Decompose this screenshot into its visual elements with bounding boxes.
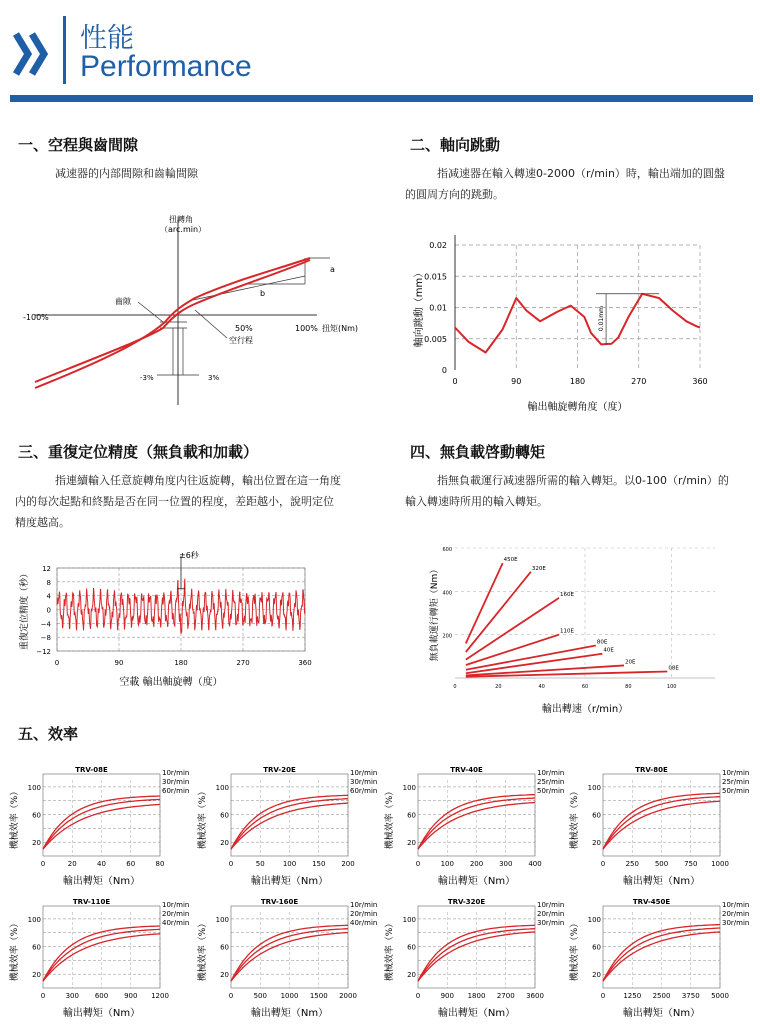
section-repeatability-desc-1: 指連續輸入任意旋轉角度内往返旋轉，輸出位置在這一角度 [55, 474, 341, 487]
efficiency-xlabel: 輸出轉矩（Nm） [437, 876, 516, 887]
efficiency-x-tick: 80 [155, 860, 165, 868]
b-label: b [260, 289, 266, 298]
efficiency-x-tick: 2700 [496, 992, 515, 1000]
efficiency-ylabel: 機械效率（%） [10, 786, 20, 850]
m3-label: -3% [140, 374, 154, 382]
torque-series-label: 320E [531, 565, 546, 572]
efficiency-y-tick: 100 [587, 915, 601, 924]
efficiency-x-tick: 500 [654, 860, 669, 868]
efficiency-y-tick: 100 [215, 915, 229, 924]
p100-label: 100% [295, 324, 318, 333]
efficiency-legend-label: 30r/min [537, 919, 565, 927]
efficiency-legend-label: 25r/min [537, 778, 565, 786]
repeat-annotation: ±6秒 [179, 551, 199, 560]
efficiency-x-tick: 0 [228, 992, 234, 1000]
efficiency-x-tick: 200 [469, 860, 484, 868]
section-repeatability-desc-2: 内的每次起點和終點是否在同一位置的程度，差距越小，說明定位 [15, 495, 334, 508]
efficiency-xlabel: 輸出轉矩（Nm） [437, 1008, 516, 1019]
torque-x-tick: 40 [538, 684, 545, 690]
efficiency-y-tick: 100 [215, 783, 229, 792]
efficiency-legend-label: 20r/min [162, 910, 190, 918]
efficiency-title: TRV-40E [450, 766, 483, 774]
section-repeatability-desc-3: 精度越高。 [15, 516, 70, 529]
runout-x-tick: 360 [692, 377, 708, 386]
efficiency-x-tick: 900 [124, 992, 138, 1000]
section-backlash-desc: 减速器的内部間隙和齒輪間隙 [55, 167, 198, 180]
efficiency-legend-label: 10r/min [162, 901, 190, 909]
runout-ylabel: 軸向跳動（mm） [414, 267, 425, 348]
torque-ylabel: 無負載運行轉矩（Nm） [430, 564, 440, 662]
efficiency-legend-label: 30r/min [162, 778, 190, 786]
runout-y-tick: 0.02 [429, 241, 447, 250]
section-runout-desc-2: 的圓周方向的跳動。 [405, 188, 504, 201]
efficiency-x-tick: 40 [97, 860, 106, 868]
efficiency-chart [5, 892, 195, 1024]
efficiency-legend-label: 10r/min [537, 769, 565, 777]
runout-chart [405, 210, 750, 415]
efficiency-x-tick: 2500 [652, 992, 671, 1000]
efficiency-legend-label: 20r/min [722, 910, 750, 918]
efficiency-x-tick: 1000 [711, 860, 729, 868]
efficiency-chart [565, 892, 755, 1024]
efficiency-xlabel: 輸出轉矩（Nm） [62, 876, 141, 887]
neg100-label: -100% [23, 313, 49, 322]
runout-x-tick: 90 [511, 377, 522, 386]
efficiency-y-tick: 100 [402, 783, 416, 792]
efficiency-ylabel: 機械效率（%） [570, 786, 580, 850]
torque-xlabel: 輸出轉速（r/min） [541, 704, 629, 715]
efficiency-legend-label: 10r/min [722, 901, 750, 909]
runout-y-tick: 0.005 [424, 334, 447, 344]
efficiency-xlabel: 輸出轉矩（Nm） [62, 1008, 141, 1019]
efficiency-x-tick: 1200 [151, 992, 169, 1000]
efficiency-xlabel: 輸出轉矩（Nm） [250, 1008, 329, 1019]
section-starting-torque-title: 四、無負載啓動轉矩 [410, 443, 546, 461]
repeat-x-tick: 0 [54, 659, 60, 667]
efficiency-title: TRV-160E [260, 898, 299, 906]
repeat-x-tick: 90 [114, 659, 124, 667]
lost-motion-label: 空行程 [229, 336, 253, 345]
efficiency-legend-label: 20r/min [350, 910, 378, 918]
efficiency-title: TRV-110E [72, 898, 111, 906]
efficiency-y-tick: 20 [407, 971, 416, 980]
header-divider [63, 16, 66, 84]
efficiency-chart [193, 760, 383, 892]
repeat-y-tick: −12 [36, 648, 51, 656]
torque-series-label: 160E [560, 591, 574, 598]
section-runout-title: 二、軸向跳動 [410, 136, 501, 154]
efficiency-y-tick: 20 [32, 839, 41, 848]
efficiency-x-tick: 300 [65, 992, 79, 1000]
efficiency-x-tick: 1800 [467, 992, 486, 1000]
section-repeatability-title: 三、重復定位精度（無負載和加載） [18, 443, 259, 461]
efficiency-title: TRV-320E [447, 898, 486, 906]
section-starting-torque-desc-2: 輸入轉速時所用的輸入轉矩。 [405, 495, 548, 508]
efficiency-y-tick: 60 [592, 811, 601, 820]
runout-y-tick: 0 [441, 366, 447, 375]
efficiency-x-tick: 0 [40, 860, 46, 868]
efficiency-x-tick: 100 [282, 860, 297, 868]
efficiency-x-tick: 0 [600, 992, 606, 1000]
efficiency-title: TRV-450E [632, 898, 671, 906]
repeatability-chart [15, 545, 370, 695]
efficiency-x-tick: 300 [499, 860, 513, 868]
efficiency-legend-label: 50r/min [722, 787, 750, 795]
efficiency-x-tick: 3600 [526, 992, 544, 1000]
repeat-y-tick: 0 [46, 606, 51, 615]
efficiency-x-tick: 1000 [280, 992, 299, 1000]
torque-x-tick: 20 [495, 684, 502, 690]
efficiency-ylabel: 機械效率（%） [570, 918, 580, 982]
torque-series-label: 80E [596, 639, 608, 646]
efficiency-title: TRV-80E [635, 766, 668, 774]
efficiency-y-tick: 20 [32, 971, 41, 980]
repeat-y-tick: 4 [46, 592, 51, 601]
section-efficiency-title: 五、效率 [18, 725, 79, 743]
efficiency-ylabel: 機械效率（%） [10, 918, 20, 982]
repeat-y-tick: −4 [40, 620, 51, 629]
efficiency-legend-label: 25r/min [722, 778, 750, 786]
efficiency-xlabel: 輸出轉矩（Nm） [250, 876, 329, 887]
repeat-y-tick: 12 [42, 565, 51, 573]
efficiency-legend-label: 40r/min [350, 919, 378, 927]
repeat-x-tick: 360 [298, 659, 312, 667]
efficiency-x-tick: 60 [126, 860, 136, 868]
section-runout-desc-1: 指减速器在輸入轉速0-2000（r/min）時，輸出端加的圓盤 [437, 167, 725, 180]
efficiency-legend-label: 30r/min [722, 919, 750, 927]
efficiency-x-tick: 750 [684, 860, 698, 868]
efficiency-ylabel: 機械效率（%） [385, 918, 395, 982]
torque-y-tick: 200 [442, 633, 452, 640]
repeat-y-tick: −8 [40, 634, 51, 643]
efficiency-legend-label: 10r/min [162, 769, 190, 777]
efficiency-charts [0, 760, 760, 1034]
section-starting-torque-desc-1: 指無負載運行减速器所需的輸入轉矩。以0-100（r/min）的 [437, 474, 729, 487]
efficiency-chart [380, 760, 570, 892]
efficiency-x-tick: 0 [415, 992, 421, 1000]
efficiency-ylabel: 機械效率（%） [198, 918, 208, 982]
efficiency-legend-label: 40r/min [162, 919, 190, 927]
torque-y-tick: 600 [442, 547, 452, 553]
efficiency-x-tick: 2000 [339, 992, 357, 1000]
gap-label: 齒隙 [115, 297, 131, 306]
torque-series-line [466, 572, 531, 652]
efficiency-title: TRV-20E [263, 766, 296, 774]
efficiency-chart [380, 892, 570, 1024]
chevron-logo-icon [12, 28, 52, 80]
efficiency-legend-label: 10r/min [350, 901, 378, 909]
efficiency-y-tick: 20 [592, 971, 601, 980]
runout-annotation: 0.01mm [598, 306, 606, 332]
efficiency-legend-label: 30r/min [350, 778, 378, 786]
efficiency-x-tick: 400 [528, 860, 542, 868]
torque-series-label: 40E [603, 647, 614, 654]
p50-label: 50% [235, 324, 253, 333]
xaxis-label: 扭矩(Nm) [322, 324, 359, 333]
efficiency-y-tick: 100 [27, 783, 41, 792]
repeat-x-tick: 180 [174, 659, 188, 667]
header-rule [10, 95, 753, 102]
efficiency-x-tick: 200 [341, 860, 355, 868]
efficiency-y-tick: 20 [220, 971, 229, 980]
yaxis-label-2: （arc.min） [160, 225, 207, 234]
efficiency-y-tick: 60 [407, 811, 416, 820]
efficiency-x-tick: 600 [94, 992, 109, 1000]
runout-y-tick: 0.015 [424, 272, 447, 282]
efficiency-x-tick: 0 [40, 992, 46, 1000]
efficiency-x-tick: 900 [440, 992, 454, 1000]
torque-series-line [466, 563, 503, 643]
efficiency-x-tick: 20 [67, 860, 77, 868]
efficiency-xlabel: 輸出轉矩（Nm） [622, 1008, 701, 1019]
efficiency-x-tick: 100 [440, 860, 454, 868]
efficiency-y-tick: 100 [27, 915, 41, 924]
torque-y-tick: 400 [442, 590, 452, 597]
yaxis-label-1: 扭轉角 [169, 215, 193, 224]
repeat-x-tick: 270 [236, 659, 250, 667]
efficiency-legend-label: 10r/min [350, 769, 378, 777]
torque-x-tick: 80 [625, 684, 632, 690]
efficiency-legend-label: 60r/min [350, 787, 378, 795]
page-title-en: Performance [80, 50, 252, 83]
efficiency-y-tick: 100 [587, 783, 601, 792]
efficiency-chart [5, 760, 195, 892]
efficiency-ylabel: 機械效率（%） [385, 786, 395, 850]
efficiency-y-tick: 60 [220, 943, 229, 952]
efficiency-ylabel: 機械效率（%） [198, 786, 208, 850]
efficiency-x-tick: 1250 [623, 992, 642, 1000]
backlash-diagram [15, 210, 380, 410]
runout-xlabel: 輸出軸旋轉角度（度） [527, 402, 628, 413]
efficiency-y-tick: 20 [407, 839, 416, 848]
repeat-xlabel: 空載 輸出軸旋轉（度） [119, 677, 223, 688]
efficiency-x-tick: 150 [312, 860, 326, 868]
efficiency-x-tick: 5000 [711, 992, 729, 1000]
torque-x-tick: 0 [453, 684, 457, 690]
torque-series-label: 450E [503, 557, 518, 564]
efficiency-y-tick: 20 [592, 839, 601, 848]
efficiency-y-tick: 100 [402, 915, 416, 924]
efficiency-x-tick: 3750 [681, 992, 700, 1000]
torque-x-tick: 100 [666, 684, 677, 690]
efficiency-legend-label: 60r/min [162, 787, 190, 795]
p3-label: 3% [208, 374, 220, 382]
efficiency-chart [193, 892, 383, 1024]
efficiency-legend-label: 10r/min [722, 769, 750, 777]
efficiency-legend-label: 50r/min [537, 787, 565, 795]
torque-series-label: 08E [668, 665, 679, 672]
torque-x-tick: 60 [581, 684, 589, 690]
efficiency-x-tick: 1500 [309, 992, 328, 1000]
repeat-y-tick: 8 [46, 578, 51, 587]
runout-y-tick: 0.01 [429, 303, 447, 313]
torque-series-label: 110E [560, 628, 574, 635]
efficiency-x-tick: 0 [415, 860, 421, 868]
efficiency-chart [565, 760, 755, 892]
a-label: a [330, 265, 335, 274]
efficiency-xlabel: 輸出轉矩（Nm） [622, 876, 701, 887]
efficiency-x-tick: 50 [255, 860, 265, 868]
efficiency-y-tick: 60 [592, 943, 601, 952]
efficiency-title: TRV-08E [75, 766, 108, 774]
efficiency-x-tick: 0 [600, 860, 606, 868]
starting-torque-chart [405, 540, 750, 720]
efficiency-legend-label: 20r/min [537, 910, 565, 918]
repeat-ylabel: 重復定位精度（秒） [20, 568, 30, 651]
efficiency-x-tick: 0 [228, 860, 234, 868]
efficiency-y-tick: 60 [220, 811, 229, 820]
runout-x-tick: 270 [631, 377, 647, 386]
torque-series-label: 20E [625, 659, 636, 666]
efficiency-x-tick: 500 [253, 992, 267, 1000]
efficiency-legend-label: 10r/min [537, 901, 565, 909]
runout-x-tick: 180 [569, 377, 586, 386]
runout-x-tick: 0 [452, 377, 458, 386]
efficiency-x-tick: 250 [625, 860, 639, 868]
page-title-zh: 性能 [80, 23, 134, 54]
efficiency-y-tick: 60 [32, 811, 41, 820]
efficiency-y-tick: 60 [32, 943, 41, 952]
section-backlash-title: 一、空程與齒間隙 [18, 136, 139, 154]
efficiency-y-tick: 60 [407, 943, 416, 952]
efficiency-y-tick: 20 [220, 839, 229, 848]
